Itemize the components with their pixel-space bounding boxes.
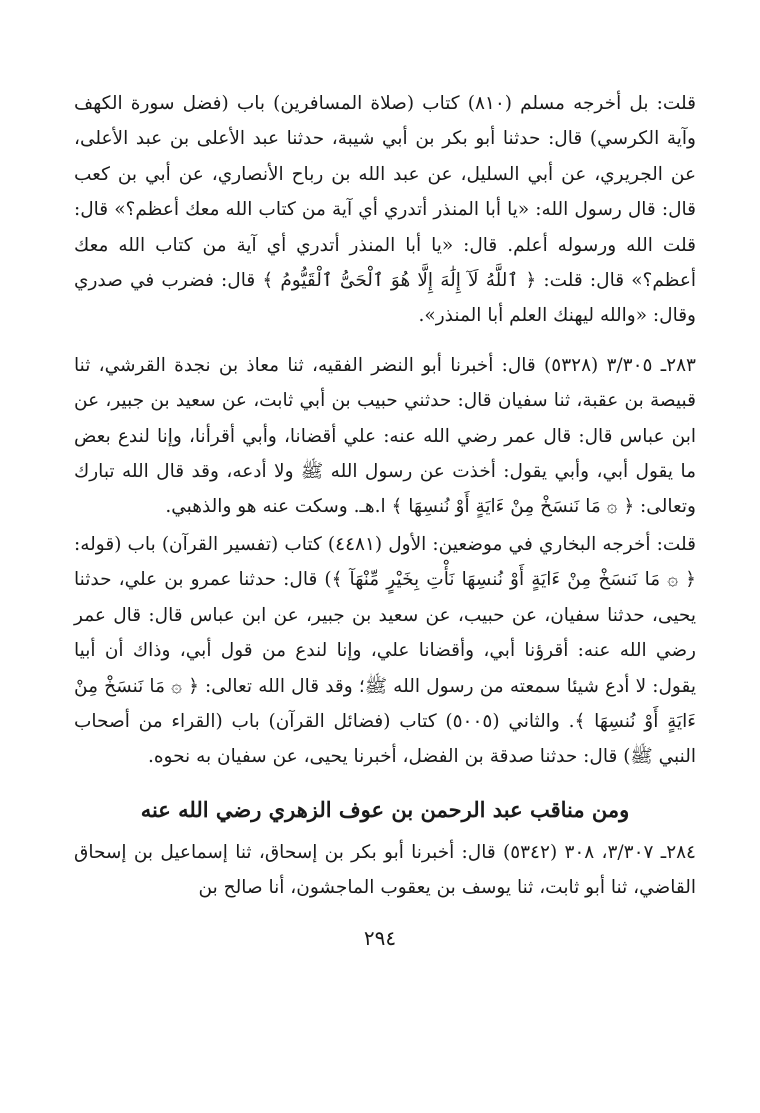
section-heading: ومن مناقب عبد الرحمن بن عوف الزهري رضي الله عنه bbox=[140, 796, 630, 822]
paragraph-hadith-284: ٢٨٤ـ ٣/٣٠٧، ٣٠٨ (٥٣٤٢) قال: أخبرنا أبو بكر بن إسحاق، ثنا إسماعيل بن إسحاق القاضي، ثنا أبو ثابت، ثنا يوسف بن يعقوب الماجشون، أنا صالح بن bbox=[74, 841, 696, 899]
paragraph-bukhari-takhrij: قلت: أخرجه البخاري في موضعين: الأول (٤٤٨١) كتاب (تفسير القرآن) باب (قوله: ﴿ ۞ مَا نَنسَخْ مِنْ ءَايَةٍ أَوْ نُنسِهَا نَأْتِ بِخَيْرٍ مِّنْهَآ ﴾) قال: حدثنا عمرو بن علي، حدثنا يحيى، حدثنا سفيان، عن حبيب، عن سعيد بن جبير، عن ابن عباس قال: قال عمر رضي الله عنه: أقرؤنا أبي، وأقضانا علي، وإنا لندع من قول أبي، وذاك أن أبيا يقول: لا أدع شيئا سمعته من رسول الله ﷺ؛ وقد قال الله تعالى: ﴿ ۞ مَا نَنسَخْ مِنْ ءَايَةٍ أَوْ نُنسِهَا ﴾. والثاني (٥٠٠٥) كتاب (فضائل القرآن) باب (القراء من أصحاب النبي ﷺ) قال: حدثنا صدقة بن الفضل، أخبرنا يحيى، عن سفيان به نحوه. bbox=[74, 533, 697, 768]
page-number: ٢٩٤ bbox=[363, 926, 397, 950]
paragraph-muslim-takhrij: قلت: بل أخرجه مسلم (٨١٠) كتاب (صلاة المسافرين) باب (فضل سورة الكهف وآية الكرسي) قال: حدثنا أبو بكر بن أبي شيبة، حدثنا عبد الأعلى بن عبد الأعلى، عن الجريري، عن أبي السليل، عن عبد الله بن رباح الأنصاري، عن أبي بن كعب قال: قال رسول الله: «يا أبا المنذر أتدري أي آية من كتاب الله معك أعظم؟» قال: قلت الله ورسوله أعلم. قال: «يا أبا المنذر أتدري أي آية من كتاب الله معك أعظم؟» قال: قلت: ﴿ ٱللَّهُ لَآ إِلَٰهَ إِلَّا هُوَ ٱلْحَىُّ ٱلْقَيُّومُ ﴾ قال: فضرب في صدري وقال: «والله ليهنك العلم أبا المنذر». bbox=[74, 93, 696, 327]
paragraph-hadith-283: ٢٨٣ـ ٣/٣٠٥ (٥٣٢٨) قال: أخبرنا أبو النضر الفقيه، ثنا معاذ بن نجدة القرشي، ثنا قبيصة بن عقبة، ثنا سفيان قال: حدثني حبيب بن أبي ثابت، عن سعيد بن جبير، عن ابن عباس قال: قال عمر رضي الله عنه: علي أقضانا، وأبي أقرأنا، وإنا لندع بعض ما يقول أبي، وأبي يقول: أخذت عن رسول الله ﷺ ولا أدعه، وقد قال الله تبارك وتعالى: ﴿ ۞ مَا نَنسَخْ مِنْ ءَايَةٍ أَوْ نُنسِهَا ﴾ ا.هـ. وسكت عنه هو والذهبي. bbox=[74, 354, 696, 518]
